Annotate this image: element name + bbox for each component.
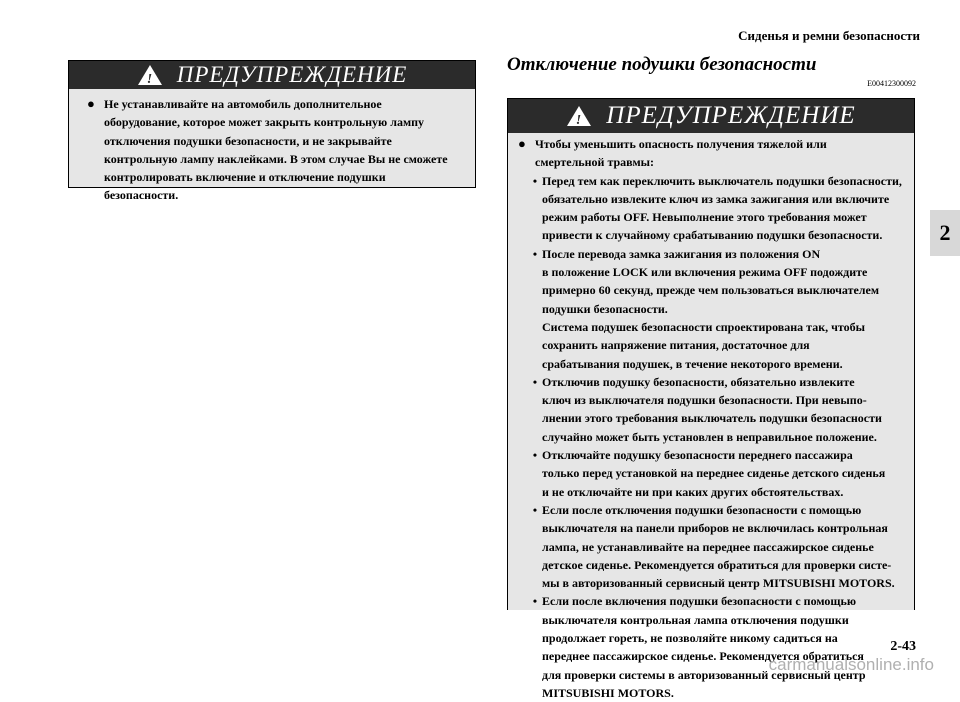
sub-bullet-icon: • xyxy=(532,246,538,261)
bullet-icon: ● xyxy=(518,136,526,151)
text-line: сохранить напряжение питания, достаточное для xyxy=(542,338,810,353)
warning-sub-item xyxy=(518,373,904,446)
text-line: Перед тем как переключить выключатель подушки безопасности, xyxy=(542,173,902,188)
page-number: 2-43 xyxy=(890,639,916,654)
text-line: продолжает гореть, не позволяйте никому садиться на xyxy=(542,631,838,646)
warning-sub-item xyxy=(518,501,904,592)
text-line: Не устанавливайте на автомобиль дополнительное xyxy=(104,97,382,111)
svg-text:!: ! xyxy=(576,113,583,127)
text-line: переднее пассажирское сиденье. Рекомендуется обратиться xyxy=(542,649,864,664)
text-line: для проверки системы в авторизованный сервисный центр xyxy=(542,667,866,682)
text-line: Отключайте подушку безопасности переднего пассажира xyxy=(542,448,853,463)
warning-sub-item xyxy=(518,446,904,501)
bullet-icon: ● xyxy=(87,96,95,111)
text-line: лампа, не устанавливайте на переднее пассажирское сиденье xyxy=(542,539,874,554)
text-line: выключателя контрольная лампа отключения подушки xyxy=(542,612,849,627)
text-line: Система подушек безопасности спроектирована так, чтобы xyxy=(542,319,865,334)
sub-bullet-icon: • xyxy=(532,448,538,463)
warning-heading xyxy=(508,99,914,133)
warning-sub-item xyxy=(518,172,904,245)
sub-bullet-icon: • xyxy=(532,594,538,609)
chapter-tab: 2 xyxy=(930,210,960,256)
text-line: Отключив подушку безопасности, обязательно извлеките xyxy=(542,374,855,389)
text-line: детское сиденье. Рекомендуется обратиться для проверки систе- xyxy=(542,557,892,572)
text-line: ключ из выключателя подушки безопасности. При невыпо- xyxy=(542,393,867,408)
text-line: срабатывания подушек, в течение некоторого времени. xyxy=(542,356,843,371)
warning-intro xyxy=(518,135,904,172)
warning-box-left xyxy=(68,60,476,203)
text-line: контрольную лампу наклейками. В этом случае Вы не сможете xyxy=(104,151,448,166)
text-line: MITSUBISHI MOTORS. xyxy=(542,685,674,700)
watermark: carmanualsonline.info xyxy=(768,655,934,674)
warning-item xyxy=(87,95,465,205)
sub-bullet-icon: • xyxy=(532,173,538,188)
warning-triangle-icon xyxy=(566,105,592,127)
text-line: в положение LOCK или включения режима OFF подождите xyxy=(542,265,868,280)
warning-heading-text: ПРЕДУПРЕЖДЕНИЕ xyxy=(176,62,408,87)
text-line: примерно 60 секунд, прежде чем пользоваться выключателем xyxy=(542,283,880,298)
section-code: E00412300092 xyxy=(867,79,916,88)
warning-heading xyxy=(69,61,475,89)
text-line: Если после отключения подушки безопасности с помощью xyxy=(542,502,862,517)
text-line: подушки безопасности. xyxy=(542,301,668,316)
text-line: и не отключайте ни при каких других обстоятельствах. xyxy=(542,484,844,499)
text-line: режим работы OFF. Невыполнение этого требования может xyxy=(542,210,867,225)
warning-sub-item xyxy=(518,245,904,373)
page-header-title: Сиденья и ремни безопасности xyxy=(738,28,920,43)
text-line: обязательно извлеките ключ из замка зажигания или включите xyxy=(542,191,890,206)
text-line: После перевода замка зажигания из положения ON xyxy=(542,246,821,261)
warning-triangle-icon xyxy=(137,64,163,86)
text-line: Чтобы уменьшить опасность получения тяжелой или xyxy=(535,137,827,151)
text-line: случайно может быть установлен в неправильное положение. xyxy=(542,429,877,444)
text-line: привести к случайному срабатыванию подушки безопасности. xyxy=(542,228,883,243)
text-line: безопасности. xyxy=(104,188,179,203)
warning-body xyxy=(69,89,475,203)
warning-sub-item xyxy=(518,592,904,702)
text-line: контролировать включение и отключение подушки xyxy=(104,170,386,185)
sub-bullet-icon: • xyxy=(532,374,538,389)
section-title: Отключение подушки безопасности xyxy=(507,54,817,75)
text-line: отключения подушки безопасности, и не закрывайте xyxy=(104,133,392,148)
text-line: только перед установкой на переднее сиденье детского сиденья xyxy=(542,466,886,481)
text-line: Если после включения подушки безопасности с помощью xyxy=(542,594,857,609)
text-line: оборудование, которое может закрыть контрольную лампу xyxy=(104,115,425,130)
warning-heading-text: ПРЕДУПРЕЖДЕНИЕ xyxy=(606,102,856,129)
text-line: смертельной травмы: xyxy=(535,155,654,170)
svg-text:!: ! xyxy=(146,72,153,86)
text-line: лнении этого требования выключатель подушки безопасности xyxy=(542,411,882,426)
text-line: выключателя на панели приборов не включилась контрольная xyxy=(542,521,888,536)
sub-bullet-icon: • xyxy=(532,502,538,517)
text-line: мы в авторизованный сервисный центр MITSUBISHI MOTORS. xyxy=(542,576,895,591)
